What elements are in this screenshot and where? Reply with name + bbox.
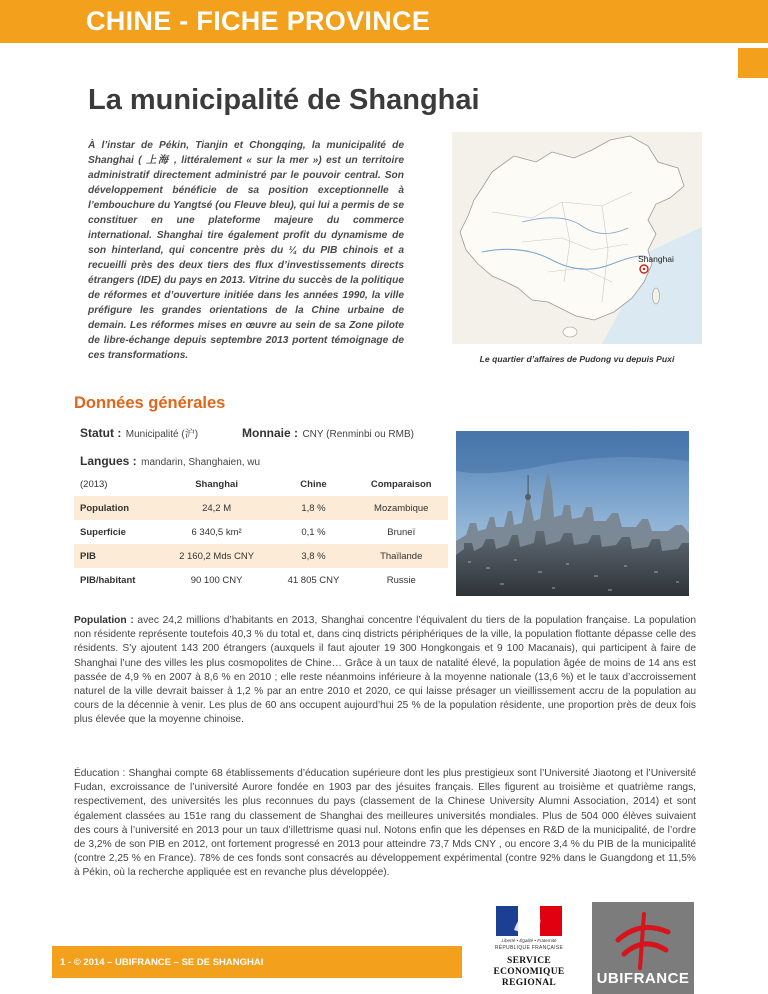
corner-accent-square — [738, 48, 768, 78]
photo-caption: Le quartier d’affaires de Pudong vu depuis Puxi — [479, 354, 675, 364]
table-header-cell: Shanghai — [161, 472, 273, 496]
langues-label: Langues : — [80, 454, 137, 468]
table-header-cell: Comparaison — [354, 472, 448, 496]
table-cell: 41 805 CNY — [273, 568, 355, 592]
table-header-row — [74, 472, 448, 496]
monnaie-value: CNY (Renminbi ou RMB) — [302, 429, 414, 440]
table-header-cell: Chine — [273, 472, 355, 496]
republique-motto: Liberté • Égalité • Fraternité — [501, 938, 557, 943]
page-title: La municipalité de Shanghai — [88, 84, 480, 116]
table-cell: 24,2 M — [161, 496, 273, 520]
statut-row — [80, 424, 198, 442]
stats-table — [74, 472, 448, 592]
service-economique-logo — [476, 902, 582, 994]
table-cell: 6 340,5 km² — [161, 520, 273, 544]
header-accent-square — [744, 0, 768, 43]
population-paragraph — [74, 614, 696, 728]
population-text: avec 24,2 millions d’habitants en 2013, Shanghai concentre l’équivalent du tiers de la population française. La population non résidente représente toutefois 40,3 % du total et, dans cinq districts périphériques de la ville, la population flottante dépasse celle des résidents. S’y ajoutent 143 200 étrangers (auxquels il faut ajouter 19 300 Hongkongais et 9 100 Macanais), qui participent à faire de Shanghai l’une des villes les plus cosmopolites de Chine… Grâce à un taux de natalité élevé, la population âgée de moins de 14 ans est passée de 4,9 % en 2007 à 8,6 % en 2010 ; elle reste néanmoins inférieure à la moyenne nationale (13,6 %) et le taux d’accroissement naturel de la ville devrait baisser à 1,2 % par an entre 2010 et 2020, ce qui laisse présager un vieillissement accru de la population au cours de la décennie à venir. Les plus de 60 ans occupent aujourd’hui 25 % de la population résidente, une proportion près de deux fois plus élevée que la moyenne chinoise. — [74, 615, 696, 726]
header-title: CHINE - FICHE PROVINCE — [86, 6, 431, 36]
table-cell: 0,1 % — [273, 520, 355, 544]
langues-value: mandarin, Shanghaien, wu — [141, 457, 261, 468]
table-cell: Bruneï — [354, 520, 448, 544]
table-cell: Mozambique — [354, 496, 448, 520]
monnaie-row — [242, 424, 414, 442]
table-cell: 1,8 % — [273, 496, 355, 520]
pudong-skyline-photo — [456, 431, 689, 596]
service-line-1: SERVICE — [506, 956, 551, 966]
ubifrance-swirl-icon — [610, 910, 676, 972]
table-cell: Population — [74, 496, 161, 520]
header-bar — [0, 0, 768, 43]
marianne-logo-icon — [496, 906, 562, 936]
statut-label: Statut : — [80, 426, 122, 440]
table-cell: 3,8 % — [273, 544, 355, 568]
map-marker-label: Shanghai — [638, 254, 674, 264]
langues-row — [80, 452, 260, 470]
table-row — [74, 520, 448, 544]
table-row — [74, 544, 448, 568]
service-line-3: REGIONAL — [501, 978, 557, 988]
table-cell: 90 100 CNY — [161, 568, 273, 592]
table-cell: Russie — [354, 568, 448, 592]
table-cell: PIB/habitant — [74, 568, 161, 592]
ubifrance-wordmark: UBIFRANCE — [596, 970, 690, 987]
statut-value: Municipalité (沪) — [125, 429, 199, 440]
intro-paragraph: À l’instar de Pékin, Tianjin et Chongqing, la municipalité de Shanghai ( 上海 , littéralement « sur la mer ») est un territoire administratif directement administré par le pouvoir central. Son développement bénéficie de sa position exceptionnelle à l’embouchure du Yangtsé (ou Fleuve bleu), qui lui a permis de se constituer en une plateforme majeure du commerce international. Shanghai tire également profit du dynamisme de son hinterland, qui concentre près du ¼ du PIB chinois et a recueilli près des deux tiers des flux d’investissements directs étrangers (IDE) du pays en 2013. Vitrine du succès de la politique de réformes et d’ouverture initiée dans les années 1990, la ville préfigure les grandes orientations de la Chine urbaine de demain. Les réformes mises en œuvre au sein de sa Zone pilote de libre-échange depuis septembre 2013 portent témoignage de ces transformations. — [88, 140, 404, 361]
service-economique-text — [476, 956, 582, 989]
ubifrance-logo — [592, 902, 694, 994]
table-cell: 2 160,2 Mds CNY — [161, 544, 273, 568]
table-cell: Superficie — [74, 520, 161, 544]
education-paragraph: Éducation : Shanghai compte 68 établissements d’éducation supérieure dont les plus prestigieux sont l’Université Jiaotong et l’Université Fudan, excroissance de l’université Aurore fondée en 1903 par des jésuites français. Elles figurent au troisième et quatrième rangs, respectivement, des universités les plus reconnues du pays (classement de la Chinese University Alumni Association, 2014) et sont également classées au 151e rang du classement de Shanghai des meilleures universités mondiales. Plus de 504 000 élèves suivaient des cours à l’université en 2013 pour un taux d’illettrisme quasi nul. Notons enfin que les dépenses en R&D de la municipalité, de l’ordre de 3,2% de son PIB en 2012, ont fortement progressé en 2013 pour atteindre 73,7 Mds CNY , ou encore 3,4 % du PIB de la municipalité (contre 2,25 % en France). 78% de ces fonds sont consacrés au développement expérimental (contre 92% dans le Guangdong et 11,5% à Pékin, où la recherche appliquée est en revanche plus développée). — [74, 768, 696, 879]
republique-name: RÉPUBLIQUE FRANÇAISE — [494, 945, 564, 951]
monnaie-label: Monnaie : — [242, 426, 298, 440]
table-row — [74, 496, 448, 520]
table-header-cell: (2013) — [74, 472, 161, 496]
table-cell: Thaïlande — [354, 544, 448, 568]
table-row — [74, 568, 448, 592]
footer-text: 1 - © 2014 – UBIFRANCE – SE DE SHANGHAI — [60, 957, 264, 968]
china-map — [452, 132, 702, 344]
service-line-2: ECONOMIQUE — [493, 967, 565, 977]
table-cell: PIB — [74, 544, 161, 568]
section-title: Données générales — [74, 394, 226, 412]
population-label: Population : — [74, 615, 134, 626]
